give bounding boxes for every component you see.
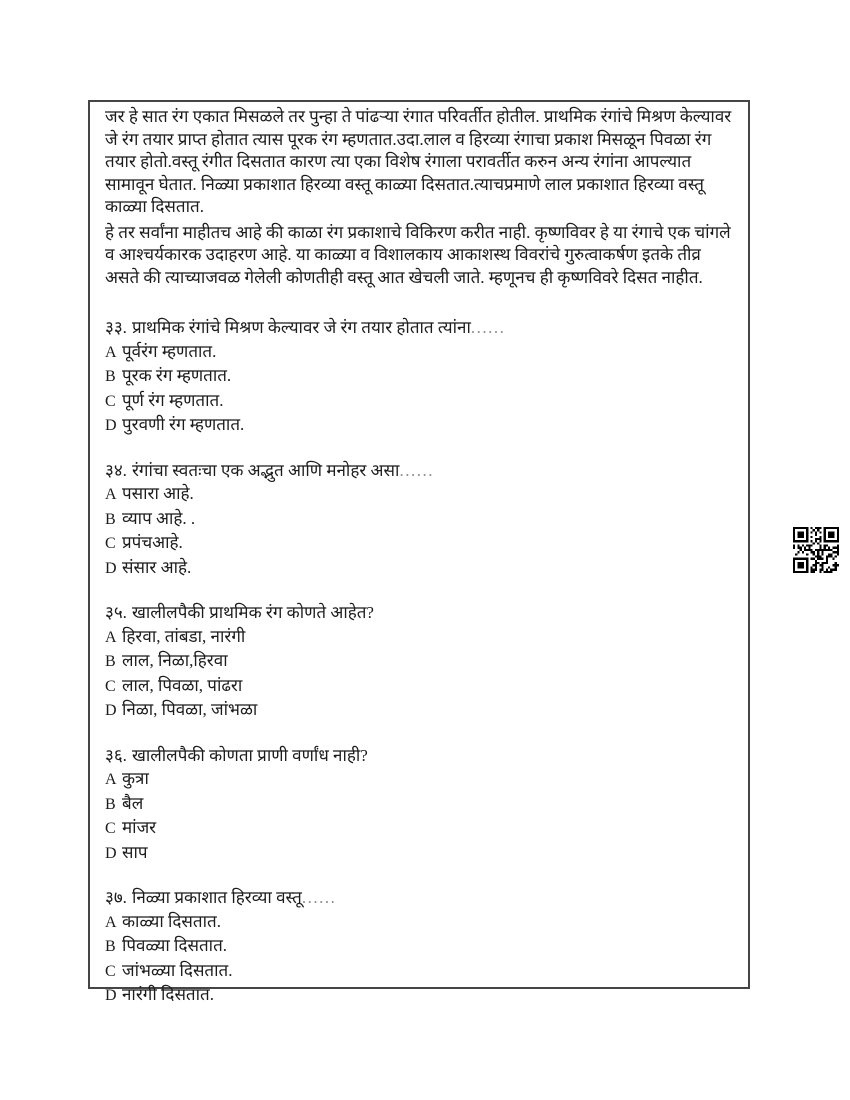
question-number: ३४. [105,460,127,480]
option-c [105,959,735,984]
option-label: D [105,844,117,862]
option-b [105,934,735,959]
option-text: साप [122,842,148,862]
question-number: ३३. [105,318,127,337]
option-text: जांभळ्या दिसतात. [122,960,233,980]
option-text: निळा, पिवळा, जांभळा [122,700,258,719]
option-label: B [105,510,116,528]
question-37 [105,886,735,1008]
option-text: हिरवा, तांबडा, नारंगी [122,626,246,646]
option-label: A [105,771,117,788]
option-label: B [105,938,116,955]
option-label: A [105,486,117,503]
option-text: पूर्वरंग म्हणतात. [122,341,217,361]
option-d [105,556,735,581]
option-label: A [105,913,117,931]
option-text: बैल [122,793,144,813]
option-text: पूरक रंग म्हणतात. [122,366,232,385]
question-34 [105,459,735,581]
fill-in-dots: ...... [399,460,434,480]
option-label: D [105,417,117,434]
question-paper-box [88,100,750,1004]
passage-paragraph-2: हे तर सर्वांना माहीतच आहे की काळा रंग प्रकाशाचे विकिरण करीत नाही. कृष्णविवर हे या रंगाचे एक चांगले व आश्चर्यकारक उदाहरण आहे. या काळ्या व विशालकाय आकाशस्थ विवरांचे गुरुत्वाकर्षण इतके तीव्र असते की त्याच्याजवळ गेलेली कोणतीही वस्तू आत खेचली जाते. म्हणूनच ही कृष्णविवरे दिसत नाहीत. [105,222,731,287]
question-text [105,316,735,340]
option-text: काळ्या दिसतात. [122,911,221,931]
question-stem: खालीलपैकी प्राथमिक रंग कोणते आहेत? [131,603,374,622]
question-number: ३५. [105,603,127,622]
option-a [105,910,735,935]
option-text: पिवळ्या दिसतात. [122,936,228,955]
question-stem: रंगांचा स्वतःचा एक अद्भुत आणि मनोहर असा [131,460,400,480]
option-label: C [105,392,116,410]
option-label: B [105,653,116,670]
option-text: लाल, निळा,हिरवा [122,651,228,670]
option-c [105,389,735,414]
passage-paragraph-1: जर हे सात रंग एकात मिसळले तर पुन्हा ते पांढऱ्या रंगात परिवर्तीत होतील. प्राथमिक रंगांचे मिश्रण केल्यावर जे रंग तयार प्राप्त होतात त्यास पूरक रंग म्हणतात.उदा.लाल व हिरव्या रंगाचा प्रकाश मिसळून पिवळा रंग तयार होतो.वस्तू रंगीत दिसतात कारण त्या एका विशेष रंगाला परावर्तीत करुन अन्य रंगांना आपल्यात सामावून घेतात. निळ्या प्रकाशात हिरव्या वस्तू काळ्या दिसतात.त्याचप्रमाणे लाल प्रकाशात हिरव्या वस्तू काळ्या दिसतात. [105,107,732,216]
option-label: B [105,795,116,813]
option-label: C [105,677,116,695]
option-b [105,649,735,674]
question-text [105,886,735,910]
option-c [105,531,735,556]
option-b [105,792,735,817]
option-b [105,364,735,389]
option-label: D [105,559,117,577]
option-d [105,698,735,723]
question-stem: प्राथमिक रंगांचे मिश्रण केल्यावर जे रंग तयार होतात त्यांना [131,318,471,337]
option-text: लाल, पिवळा, पांढरा [122,675,243,695]
qr-code [793,527,839,573]
option-a [105,482,735,507]
option-d [105,413,735,438]
option-label: A [105,343,117,361]
option-text: संसार आहे. [122,557,192,577]
option-a [105,340,735,365]
option-text: पुरवणी रंग म्हणतात. [122,415,245,434]
option-d [105,983,735,1008]
question-36 [105,744,735,866]
question-35 [105,601,735,723]
option-text: व्याप आहे. . [122,508,196,528]
option-text: कुत्रा [122,769,149,788]
option-d [105,841,735,866]
question-stem: खालीलपैकी कोणता प्राणी वर्णांध नाही? [131,745,368,765]
option-c [105,816,735,841]
question-text [105,601,735,625]
question-33 [105,316,735,438]
question-text [105,459,735,483]
option-label: C [105,962,116,980]
option-text: पसारा आहे. [122,484,194,503]
fill-in-dots: ...... [470,318,506,337]
option-b [105,507,735,532]
option-label: A [105,628,117,646]
question-text [105,744,735,768]
option-text: नारंगी दिसतात. [122,985,214,1004]
option-label: B [105,368,116,385]
option-a [105,625,735,650]
option-text: पूर्ण रंग म्हणतात. [122,390,224,410]
option-text: प्रपंचआहे. [122,533,183,552]
question-number: ३७. [105,888,127,907]
option-a [105,767,735,792]
option-label: C [105,535,116,552]
option-label: D [105,987,117,1004]
question-stem: निळ्या प्रकाशात हिरव्या वस्तू [131,888,302,907]
question-number: ३६. [105,745,127,765]
option-text: मांजर [122,818,157,837]
option-c [105,674,735,699]
fill-in-dots: ...... [301,888,337,907]
option-label: C [105,820,116,837]
option-label: D [105,702,117,719]
